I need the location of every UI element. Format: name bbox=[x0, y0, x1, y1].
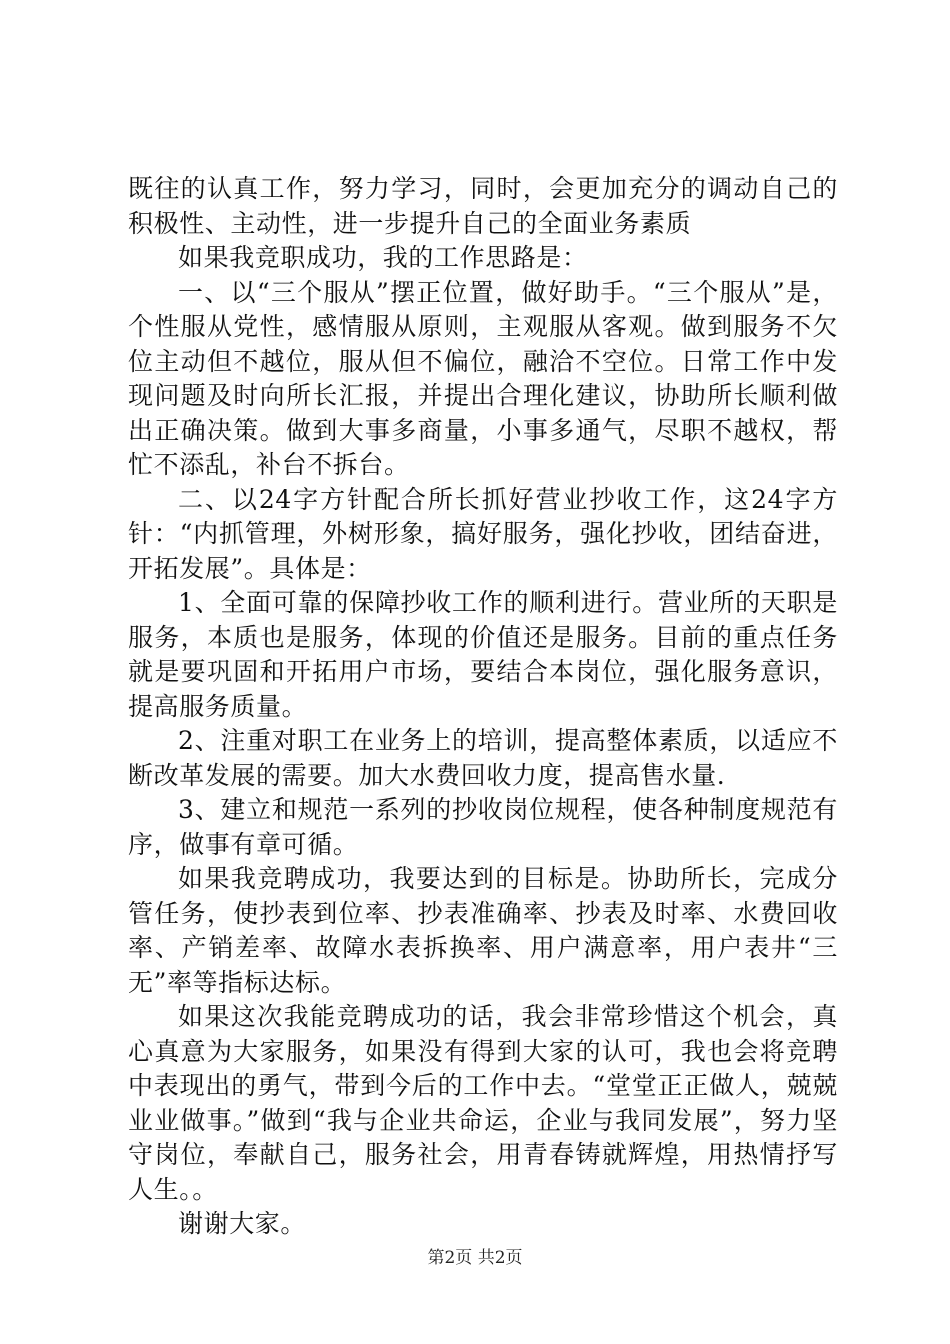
paragraph-item-1: 1、全面可靠的保障抄收工作的顺利进行。营业所的天职是服务，本质也是服务，体现的价值还是服务。目前的重点任务就是要巩固和开拓用户市场，要结合本岗位，强化服务意识，提高服务质量。 bbox=[128, 588, 838, 721]
paragraph-item-2: 2、注重对职工在业务上的培训，提高整体素质，以适应不断改革发展的需要。加大水费回收力度，提高售水量. bbox=[128, 726, 838, 790]
paragraph-thanks: 谢谢大家。 bbox=[178, 1209, 307, 1238]
paragraph-work-ideas-intro: 如果我竞职成功，我的工作思路是： bbox=[178, 243, 588, 272]
paragraph-point-one: 一、以“三个服从”摆正位置，做好助手。“三个服从”是，个性服从党性，感情服从原则，主观服从客观。做到服务不欠位主动但不越位，服从但不偏位，融洽不空位。日常工作中发现问题及时向所长汇报，并提出合理化建议，协助所长顺利做出正确决策。做到大事多商量，小事多通气，尽职不越权，帮忙不添乱，补台不拆台。 bbox=[128, 277, 838, 479]
paragraph-continuation: 既往的认真工作，努力学习，同时，会更加充分的调动自己的积极性、主动性，进一步提升自己的全面业务素质 bbox=[128, 174, 838, 238]
paragraph-goals: 如果我竞聘成功，我要达到的目标是。协助所长，完成分管任务，使抄表到位率、抄表准确率、抄表及时率、水费回收率、产销差率、故障水表拆换率、用户满意率，用户表井“三无”率等指标达标。 bbox=[128, 864, 838, 997]
paragraph-item-3: 3、建立和规范一系列的抄收岗位规程，使各种制度规范有序，做事有章可循。 bbox=[128, 795, 838, 859]
document-body bbox=[128, 172, 838, 1242]
page-number-footer: 第2页 共2页 bbox=[427, 1248, 523, 1268]
paragraph-closing: 如果这次我能竞聘成功的话，我会非常珍惜这个机会，真心真意为大家服务，如果没有得到大家的认可，我也会将竞聘中表现出的勇气，带到今后的工作中去。“堂堂正正做人，兢兢业业做事。”做到“我与企业共命运，企业与我同发展”，努力坚守岗位，奉献自己，服务社会，用青春铸就辉煌，用热情抒写人生。。 bbox=[128, 1002, 838, 1204]
paragraph-point-two: 二、以24字方针配合所长抓好营业抄收工作，这24字方针：“内抓管理，外树形象，搞好服务，强化抄收，团结奋进，开拓发展”。具体是： bbox=[128, 484, 838, 583]
